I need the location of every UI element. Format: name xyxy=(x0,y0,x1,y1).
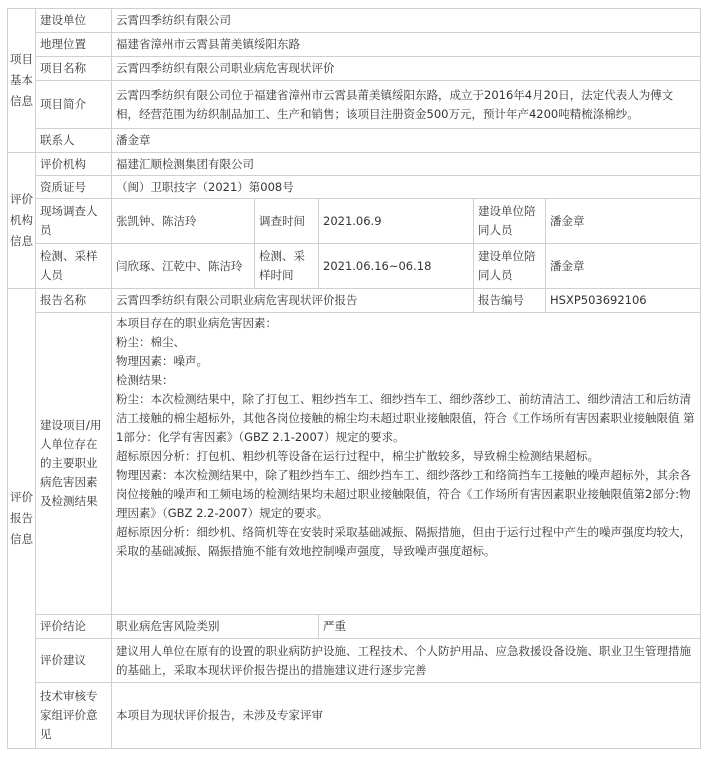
value-risk-category: 严重 xyxy=(319,615,701,639)
label-report-no: 报告编号 xyxy=(474,289,546,313)
label-contact: 联系人 xyxy=(36,129,112,153)
label-escort-1: 建设单位陪同人员 xyxy=(474,199,546,244)
section-basic-info: 项目基本信息 xyxy=(8,9,36,153)
label-location: 地理位置 xyxy=(36,33,112,57)
hazard-line: 物理因素：本次检测结果中，除了粗纱挡车工、细纱挡车工、细纱落纱工和络筒挡车工接触的噪声超标外，其余各岗位接触的噪声和工频电场的检测结果均未超过职业接触限值，符合《工作场所有害因素职业接触限值第2部分:物理因素》（GBZ 2.2-2007）规定的要求。 xyxy=(116,468,691,520)
section-report-info: 评价报告信息 xyxy=(8,289,36,749)
hazard-line: 粉尘：棉尘、 xyxy=(116,335,185,349)
label-escort-2: 建设单位陪同人员 xyxy=(474,244,546,289)
label-expert-opinion: 技术审核专家组评价意见 xyxy=(36,683,112,749)
label-survey-time: 调查时间 xyxy=(255,199,319,244)
hazard-line: 粉尘：本次检测结果中，除了打包工、粗纱挡车工、细纱挡车工、细纱落纱工、前纺清洁工、细纱清洁工和后纺清洁工接触的棉尘超标外，其他各岗位接触的棉尘均未超过职业接触限值，符合《工作场所有害因素职业接触限值 第1部分：化学有害因素》（GBZ 2.1-2007）规定的要求。 xyxy=(116,392,695,444)
label-risk-category: 职业病危害风险类别 xyxy=(112,615,319,639)
value-agency: 福建汇顺检测集团有限公司 xyxy=(112,153,701,176)
value-survey-time: 2021.06.9 xyxy=(319,199,474,244)
value-report-no: HSXP503692106 xyxy=(546,289,701,313)
value-escort-2: 潘金章 xyxy=(546,244,701,289)
label-advice: 评价建议 xyxy=(36,639,112,683)
label-survey-staff: 现场调查人员 xyxy=(36,199,112,244)
value-sampling-time: 2021.06.16~06.18 xyxy=(319,244,474,289)
project-info-table xyxy=(7,8,701,749)
label-sampling-staff: 检测、采样人员 xyxy=(36,244,112,289)
label-cert-no: 资质证号 xyxy=(36,176,112,199)
value-report-name: 云霄四季纺织有限公司职业病危害现状评价报告 xyxy=(112,289,474,313)
hazard-line: 超标原因分析：细纱机、络筒机等在安装时采取基础减振、隔振措施，但由于运行过程中产生的噪声强度均较大，采取的基础减振、隔振措施不能有效地控制噪声强度，导致噪声强度超标。 xyxy=(116,525,691,558)
value-hazard-factors xyxy=(112,313,701,615)
value-location: 福建省漳州市云霄县莆美镇绥阳东路 xyxy=(112,33,701,57)
value-escort-1: 潘金章 xyxy=(546,199,701,244)
value-cert-no: （闽）卫职技字（2021）第008号 xyxy=(112,176,701,199)
label-agency: 评价机构 xyxy=(36,153,112,176)
hazard-line: 检测结果： xyxy=(116,373,174,387)
value-expert-opinion: 本项目为现状评价报告，未涉及专家评审 xyxy=(112,683,701,749)
value-contact: 潘金章 xyxy=(112,129,701,153)
hazard-line: 本项目存在的职业病危害因素： xyxy=(116,316,277,330)
label-conclusion: 评价结论 xyxy=(36,615,112,639)
label-sampling-time: 检测、采样时间 xyxy=(255,244,319,289)
value-construction-unit: 云霄四季纺织有限公司 xyxy=(112,9,701,33)
label-hazard-factors: 建设项目/用人单位存在的主要职业病危害因素及检测结果 xyxy=(36,313,112,615)
value-survey-staff: 张凯钟、陈洁玲 xyxy=(112,199,255,244)
label-report-name: 报告名称 xyxy=(36,289,112,313)
value-project-intro: 云霄四季纺织有限公司位于福建省漳州市云霄县莆美镇绥阳东路，成立于2016年4月20日，法定代表人为傅文相，经营范围为纺织制品加工、生产和销售；该项目注册资金500万元，预计年产4200吨精梳涤棉纱。 xyxy=(112,81,701,129)
value-project-name: 云霄四季纺织有限公司职业病危害现状评价 xyxy=(112,57,701,81)
section-agency-info: 评价机构信息 xyxy=(8,153,36,289)
hazard-line: 物理因素：噪声。 xyxy=(116,354,208,368)
hazard-line: 超标原因分析：打包机、粗纱机等设备在运行过程中，棉尘扩散较多，导致棉尘检测结果超标。 xyxy=(116,449,599,463)
label-project-intro: 项目简介 xyxy=(36,81,112,129)
label-construction-unit: 建设单位 xyxy=(36,9,112,33)
label-project-name: 项目名称 xyxy=(36,57,112,81)
value-advice: 建议用人单位在原有的设置的职业病防护设施、工程技术、个人防护用品、应急救援设备设施、职业卫生管理措施的基础上，采取本现状评价报告提出的措施建议进行逐步完善 xyxy=(112,639,701,683)
value-sampling-staff: 闫欣琢、江乾中、陈洁玲 xyxy=(112,244,255,289)
